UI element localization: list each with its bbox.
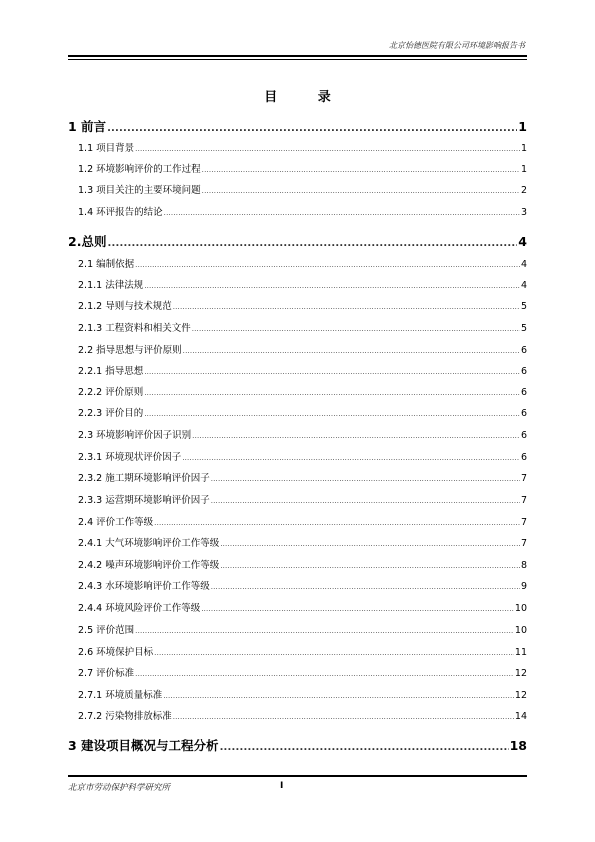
toc-entry-label: 2.7.2 污染物排放标准 [78,711,172,722]
toc-entry-page: 12 [514,690,527,701]
toc-entry-page: 1 [520,143,527,154]
toc-entry-label: 2.7.1 环境质量标准 [78,690,163,701]
toc-leader-dots [183,347,520,355]
toc-entry[interactable] [68,204,527,218]
toc-leader-dots [135,145,520,153]
toc-leader-dots [107,123,517,134]
toc-leader-dots [135,261,520,269]
toc-entry[interactable] [68,600,527,614]
toc-entry[interactable] [68,427,527,441]
toc-entry-label: 2.4.2 噪声环境影响评价工作等级 [78,560,220,571]
toc-entry[interactable] [68,320,527,334]
toc-entry[interactable] [68,470,527,484]
toc-leader-dots [220,742,509,753]
toc-entry-label: 2.2.2 评价原则 [78,387,144,398]
toc-entry-page: 1 [520,164,527,175]
toc-entry-label: 2.2 指导思想与评价原则 [78,345,182,356]
toc-entry-page: 3 [520,207,527,218]
toc-entry-label: 2.5 评价范围 [78,625,135,636]
toc-entry[interactable] [68,535,527,549]
toc-entry[interactable] [68,161,527,175]
toc-entry-page: 5 [520,323,527,334]
toc-entry-page: 6 [520,345,527,356]
header-title: 北京怡德医院有限公司环境影响报告书 [389,41,525,50]
toc-entry-label: 2.3.3 运营期环境影响评价因子 [78,495,210,506]
toc-entry-page: 1 [518,119,527,134]
toc-entry-page: 2 [520,185,527,196]
toc-entry-label: 2.1 编制依据 [78,259,135,270]
toc-entry-label: 1.3 项目关注的主要环境问题 [78,185,201,196]
toc-entry[interactable] [68,342,527,356]
toc-entry[interactable] [68,736,527,754]
footer-rule [68,775,527,777]
toc-entry-label: 2.2.3 评价目的 [78,408,144,419]
toc-entry-page: 18 [509,738,527,753]
toc-entry-page: 7 [520,495,527,506]
toc-leader-dots [154,519,520,527]
toc-entry-page: 6 [520,366,527,377]
toc-entry-label: 2.4.1 大气环境影响评价工作等级 [78,538,220,549]
toc-entry-label: 1.4 环评报告的结论 [78,207,163,218]
toc-entry-page: 11 [514,647,527,658]
toc-entry-label: 2.4.4 环境风险评价工作等级 [78,603,201,614]
toc-leader-dots [173,303,520,311]
toc-entry-label: 2.4.3 水环境影响评价工作等级 [78,581,210,592]
toc-entry-page: 4 [518,234,527,249]
toc-entry[interactable] [68,644,527,658]
toc-entry[interactable] [68,363,527,377]
toc-leader-dots [192,325,520,333]
toc-leader-dots [107,238,517,249]
toc-entry[interactable] [68,708,527,722]
toc-entry-label: 2.3 环境影响评价因子识别 [78,430,192,441]
toc-entry-label: 1 前言 [68,119,107,134]
toc-leader-dots [220,540,520,548]
toc-entry-page: 4 [520,280,527,291]
toc-entry[interactable] [68,687,527,701]
toc-leader-dots [135,670,514,678]
toc-leader-dots [201,605,514,613]
toc-leader-dots [182,454,520,462]
toc-entry-page: 5 [520,301,527,312]
toc-leader-dots [163,692,514,700]
toc-leader-dots [211,497,520,505]
toc-leader-dots [173,713,514,721]
toc-leader-dots [135,627,514,635]
toc-entry-label: 3 建设项目概况与工程分析 [68,738,219,753]
toc-leader-dots [211,583,520,591]
toc-entry[interactable] [68,140,527,154]
toc-entry-label: 2.3.2 施工期环境影响评价因子 [78,473,210,484]
toc-entry-label: 2.1.3 工程资料和相关文件 [78,323,191,334]
toc-entry-page: 10 [514,625,527,636]
toc-entry-page: 6 [520,452,527,463]
toc-entry-page: 6 [520,387,527,398]
toc-entry-label: 2.1.2 导则与技术规范 [78,301,172,312]
toc-leader-dots [144,389,520,397]
toc-entry-page: 6 [520,408,527,419]
toc-entry[interactable] [68,665,527,679]
toc-entry-label: 2.总则 [68,234,107,249]
toc-entry-label: 2.3.1 环境现状评价因子 [78,452,182,463]
toc-entry-page: 6 [520,430,527,441]
toc-entry-page: 7 [520,517,527,528]
toc-leader-dots [192,432,520,440]
toc-entry-label: 1.1 项目背景 [78,143,135,154]
toc-entry-page: 7 [520,538,527,549]
toc-entry-label: 2.2.1 指导思想 [78,366,144,377]
toc-entry[interactable] [68,384,527,398]
toc-entry-label: 2.4 评价工作等级 [78,517,154,528]
toc-entry[interactable] [68,578,527,592]
toc-leader-dots [202,166,520,174]
toc-entry-label: 2.7 评价标准 [78,668,135,679]
page-number: I [280,781,284,791]
toc-entry[interactable] [68,405,527,419]
toc-entry[interactable] [68,492,527,506]
toc-entry-label: 1.2 环境影响评价的工作过程 [78,164,201,175]
toc-entry-page: 10 [514,603,527,614]
toc-entry[interactable] [68,449,527,463]
toc-title: 目 录 [264,90,349,105]
toc-entry[interactable] [68,256,527,270]
footer-org: 北京市劳动保护科学研究所 [68,783,171,793]
toc-leader-dots [202,187,520,195]
toc-entry-page: 12 [514,668,527,679]
toc-entry-page: 9 [520,581,527,592]
toc-entry[interactable] [68,298,527,312]
toc-entry-label: 2.6 环境保护目标 [78,647,154,658]
toc-leader-dots [144,410,520,418]
toc-entry-label: 2.1.1 法律法规 [78,280,144,291]
toc-leader-dots [144,368,520,376]
toc-leader-dots [144,282,520,290]
header-rule-thick [68,55,527,57]
toc-entry[interactable] [68,514,527,528]
toc-entry[interactable] [68,117,527,135]
toc-entry-page: 8 [520,560,527,571]
toc-leader-dots [220,562,520,570]
toc-entry-page: 14 [514,711,527,722]
toc-entry[interactable] [68,277,527,291]
toc-entry[interactable] [68,557,527,571]
toc-leader-dots [211,475,520,483]
toc-entry[interactable] [68,182,527,196]
toc-leader-dots [154,649,514,657]
toc-entry-page: 4 [520,259,527,270]
toc-entry[interactable] [68,232,527,250]
toc-entry-page: 7 [520,473,527,484]
header-rule-thin [68,59,527,60]
toc-leader-dots [164,209,520,217]
toc-entry[interactable] [68,622,527,636]
